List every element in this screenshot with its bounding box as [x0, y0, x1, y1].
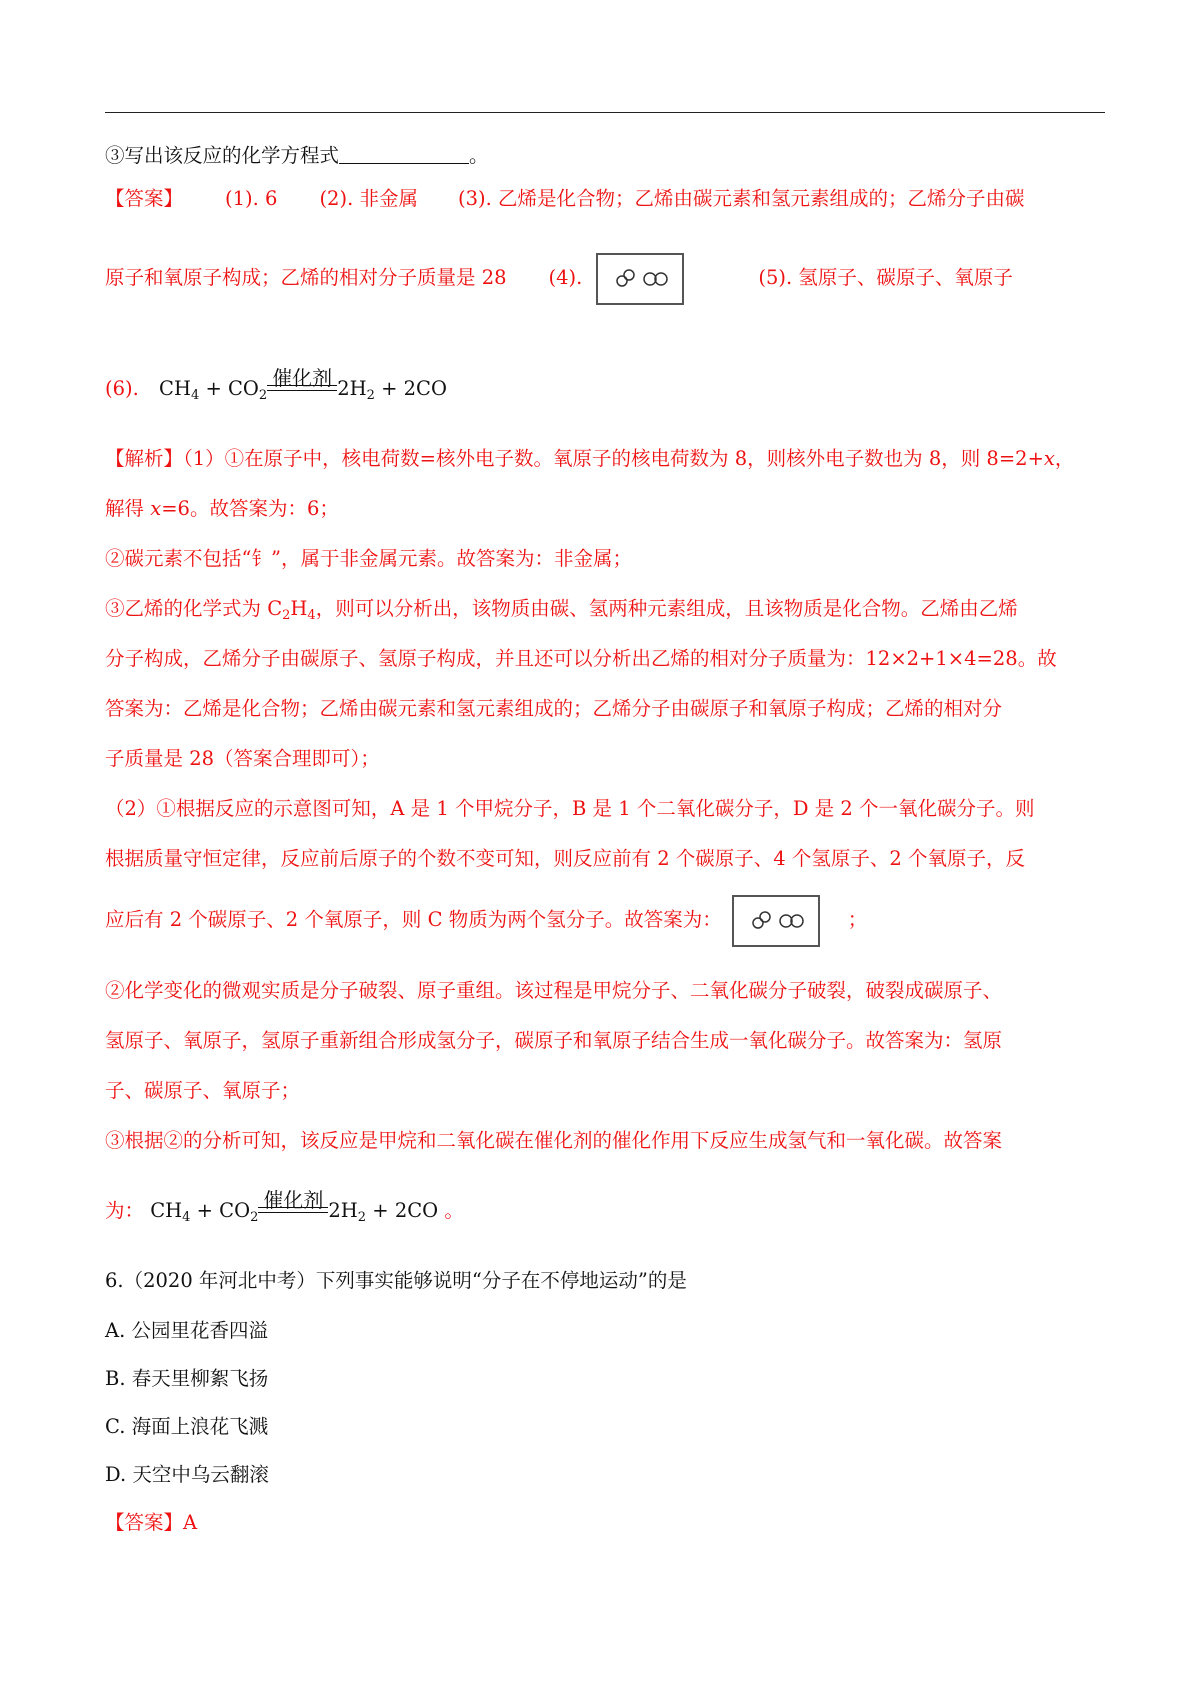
analysis-x-1: x: [1043, 447, 1055, 470]
analysis-line-1: [105, 446, 1074, 472]
answer-line-2: [105, 252, 1013, 305]
analysis-line-6: 答案为：乙烯是化合物；乙烯由碳元素和氢元素组成的；乙烯分子由碳原子和氧原子构成；乙烯的相对分: [105, 697, 1003, 720]
answer-part-2: (2). 非金属: [319, 187, 418, 210]
analysis-sub-2: 4: [307, 608, 316, 623]
hydrogen-molecule-icon: [596, 253, 684, 305]
q6-option-a: A. 公园里花香四溢: [105, 1319, 268, 1342]
answer-part-3-cont: 原子和氧原子构成；乙烯的相对分子质量是 28: [105, 266, 507, 289]
eq-h2: 2H: [337, 377, 367, 400]
analysis-line-9: 根据质量守恒定律，反应前后原子的个数不变可知，则反应前有 2 个碳原子、4 个氢原子、2 个氧原子，反: [105, 847, 1026, 870]
eq-co: + 2CO: [374, 377, 447, 400]
analysis-text-1: （1）①在原子中，核电荷数=核外电子数。氧原子的核电荷数为 8，则核外电子数也为 8，则 8=2+: [183, 447, 1044, 470]
analysis-end-1: ，: [1054, 447, 1075, 470]
q6-stem: 6.（2020 年河北中考）下列事实能够说明“分子在不停地运动”的是: [105, 1269, 687, 1292]
q6-answer: [105, 1510, 197, 1536]
q6-option-d: D. 天空中乌云翻滚: [105, 1463, 269, 1486]
analysis-text-2a: 解得: [105, 497, 151, 520]
answer-part-4: (4).: [548, 266, 583, 289]
header-rule: [105, 112, 1105, 113]
answer-part-5: (5). 氢原子、碳原子、氧原子: [758, 266, 1013, 289]
analysis-line-5: 分子构成，乙烯分子由碳原子、氢原子构成，并且还可以分析出乙烯的相对分子质量为：12×2+1×4=28。故: [105, 647, 1057, 670]
analysis-x-2: x: [150, 497, 162, 520]
eq-ch4: CH: [159, 377, 191, 400]
analysis-line-2: [105, 496, 339, 522]
analysis-text-15: 为：: [105, 1199, 145, 1222]
answer-line-1: [105, 186, 1025, 212]
eq2-co2-sub: 2: [250, 1210, 259, 1225]
analysis-line-10: [105, 894, 867, 947]
eq2-h2-sub: 2: [357, 1210, 367, 1225]
analysis-sub-1: 2: [282, 608, 291, 623]
catalyst-label-2: 催化剂: [263, 1188, 324, 1212]
q5-item3-end: 。: [469, 144, 489, 167]
q5-item3-text: ③写出该反应的化学方程式: [105, 144, 340, 167]
answer-part-6: (6).: [105, 377, 139, 400]
eq-ch4-sub: 4: [190, 388, 200, 403]
q5-item3: [105, 143, 489, 169]
eq2-ch4-sub: 4: [182, 1210, 191, 1225]
analysis-line-12: 氢原子、氧原子，氢原子重新组合形成氢分子，碳原子和氧原子结合生成一氧化碳分子。故答案为：氢原: [105, 1029, 1003, 1052]
q6-answer-value: A: [183, 1511, 198, 1534]
eq-co2-sub: 2: [258, 388, 268, 403]
hydrogen-molecule-icon: [732, 895, 820, 947]
analysis-text-10: 应后有 2 个碳原子、2 个氧原子，则 C 物质为两个氢分子。故答案为：: [105, 908, 722, 931]
eq2-co2: + CO: [190, 1199, 251, 1222]
analysis-line-4: [105, 596, 1018, 622]
analysis-line-11: ②化学变化的微观实质是分子破裂、原子重组。该过程是甲烷分子、二氧化碳分子破裂，破裂成碳原子、: [105, 979, 1003, 1002]
eq-co2: + CO: [199, 377, 259, 400]
analysis-line-8: （2）①根据反应的示意图可知，A 是 1 个甲烷分子，B 是 1 个二氧化碳分子，D 是 2 个一氧化碳分子。则: [105, 797, 1035, 820]
chemical-equation: [159, 366, 447, 403]
analysis-label: 【解析】: [105, 447, 184, 470]
analysis-text-4b: H: [290, 597, 308, 620]
analysis-end-15: 。: [438, 1199, 464, 1222]
analysis-end-10: ；: [847, 908, 868, 931]
analysis-text-2b: =6。故答案为：6；: [161, 497, 339, 520]
answer-blank: [339, 145, 469, 164]
eq2-ch4: CH: [150, 1199, 183, 1222]
q6-option-b: B. 春天里柳絮飞扬: [105, 1367, 269, 1390]
chemical-equation-2: [150, 1188, 439, 1225]
q6-answer-label: 【答案】: [105, 1511, 184, 1534]
analysis-line-15: [105, 1188, 464, 1225]
analysis-line-7: 子质量是 28（答案合理即可）；: [105, 747, 380, 770]
answer-line-3: [105, 366, 447, 403]
analysis-text-4a: ③乙烯的化学式为 C: [105, 597, 283, 620]
q6-option-c: C. 海面上浪花飞溅: [105, 1415, 269, 1438]
catalyst-label: 催化剂: [272, 366, 333, 390]
answer-label: 【答案】: [105, 187, 184, 210]
analysis-line-3: ②碳元素不包括“钅”，属于非金属元素。故答案为：非金属；: [105, 547, 632, 570]
analysis-line-14: ③根据②的分析可知，该反应是甲烷和二氧化碳在催化剂的催化作用下反应生成氢气和一氧化碳。故答案: [105, 1129, 1003, 1152]
analysis-line-13: 子、碳原子、氧原子；: [105, 1079, 301, 1102]
eq-h2-sub: 2: [366, 388, 375, 403]
answer-part-3: (3). 乙烯是化合物；乙烯由碳元素和氢元素组成的；乙烯分子由碳: [457, 187, 1025, 210]
analysis-text-4c: ，则可以分析出，该物质由碳、氢两种元素组成，且该物质是化合物。乙烯由乙烯: [315, 597, 1018, 620]
eq2-h2: 2H: [328, 1199, 358, 1222]
answer-part-1: (1). 6: [225, 187, 278, 210]
eq2-co: + 2CO: [366, 1199, 439, 1222]
